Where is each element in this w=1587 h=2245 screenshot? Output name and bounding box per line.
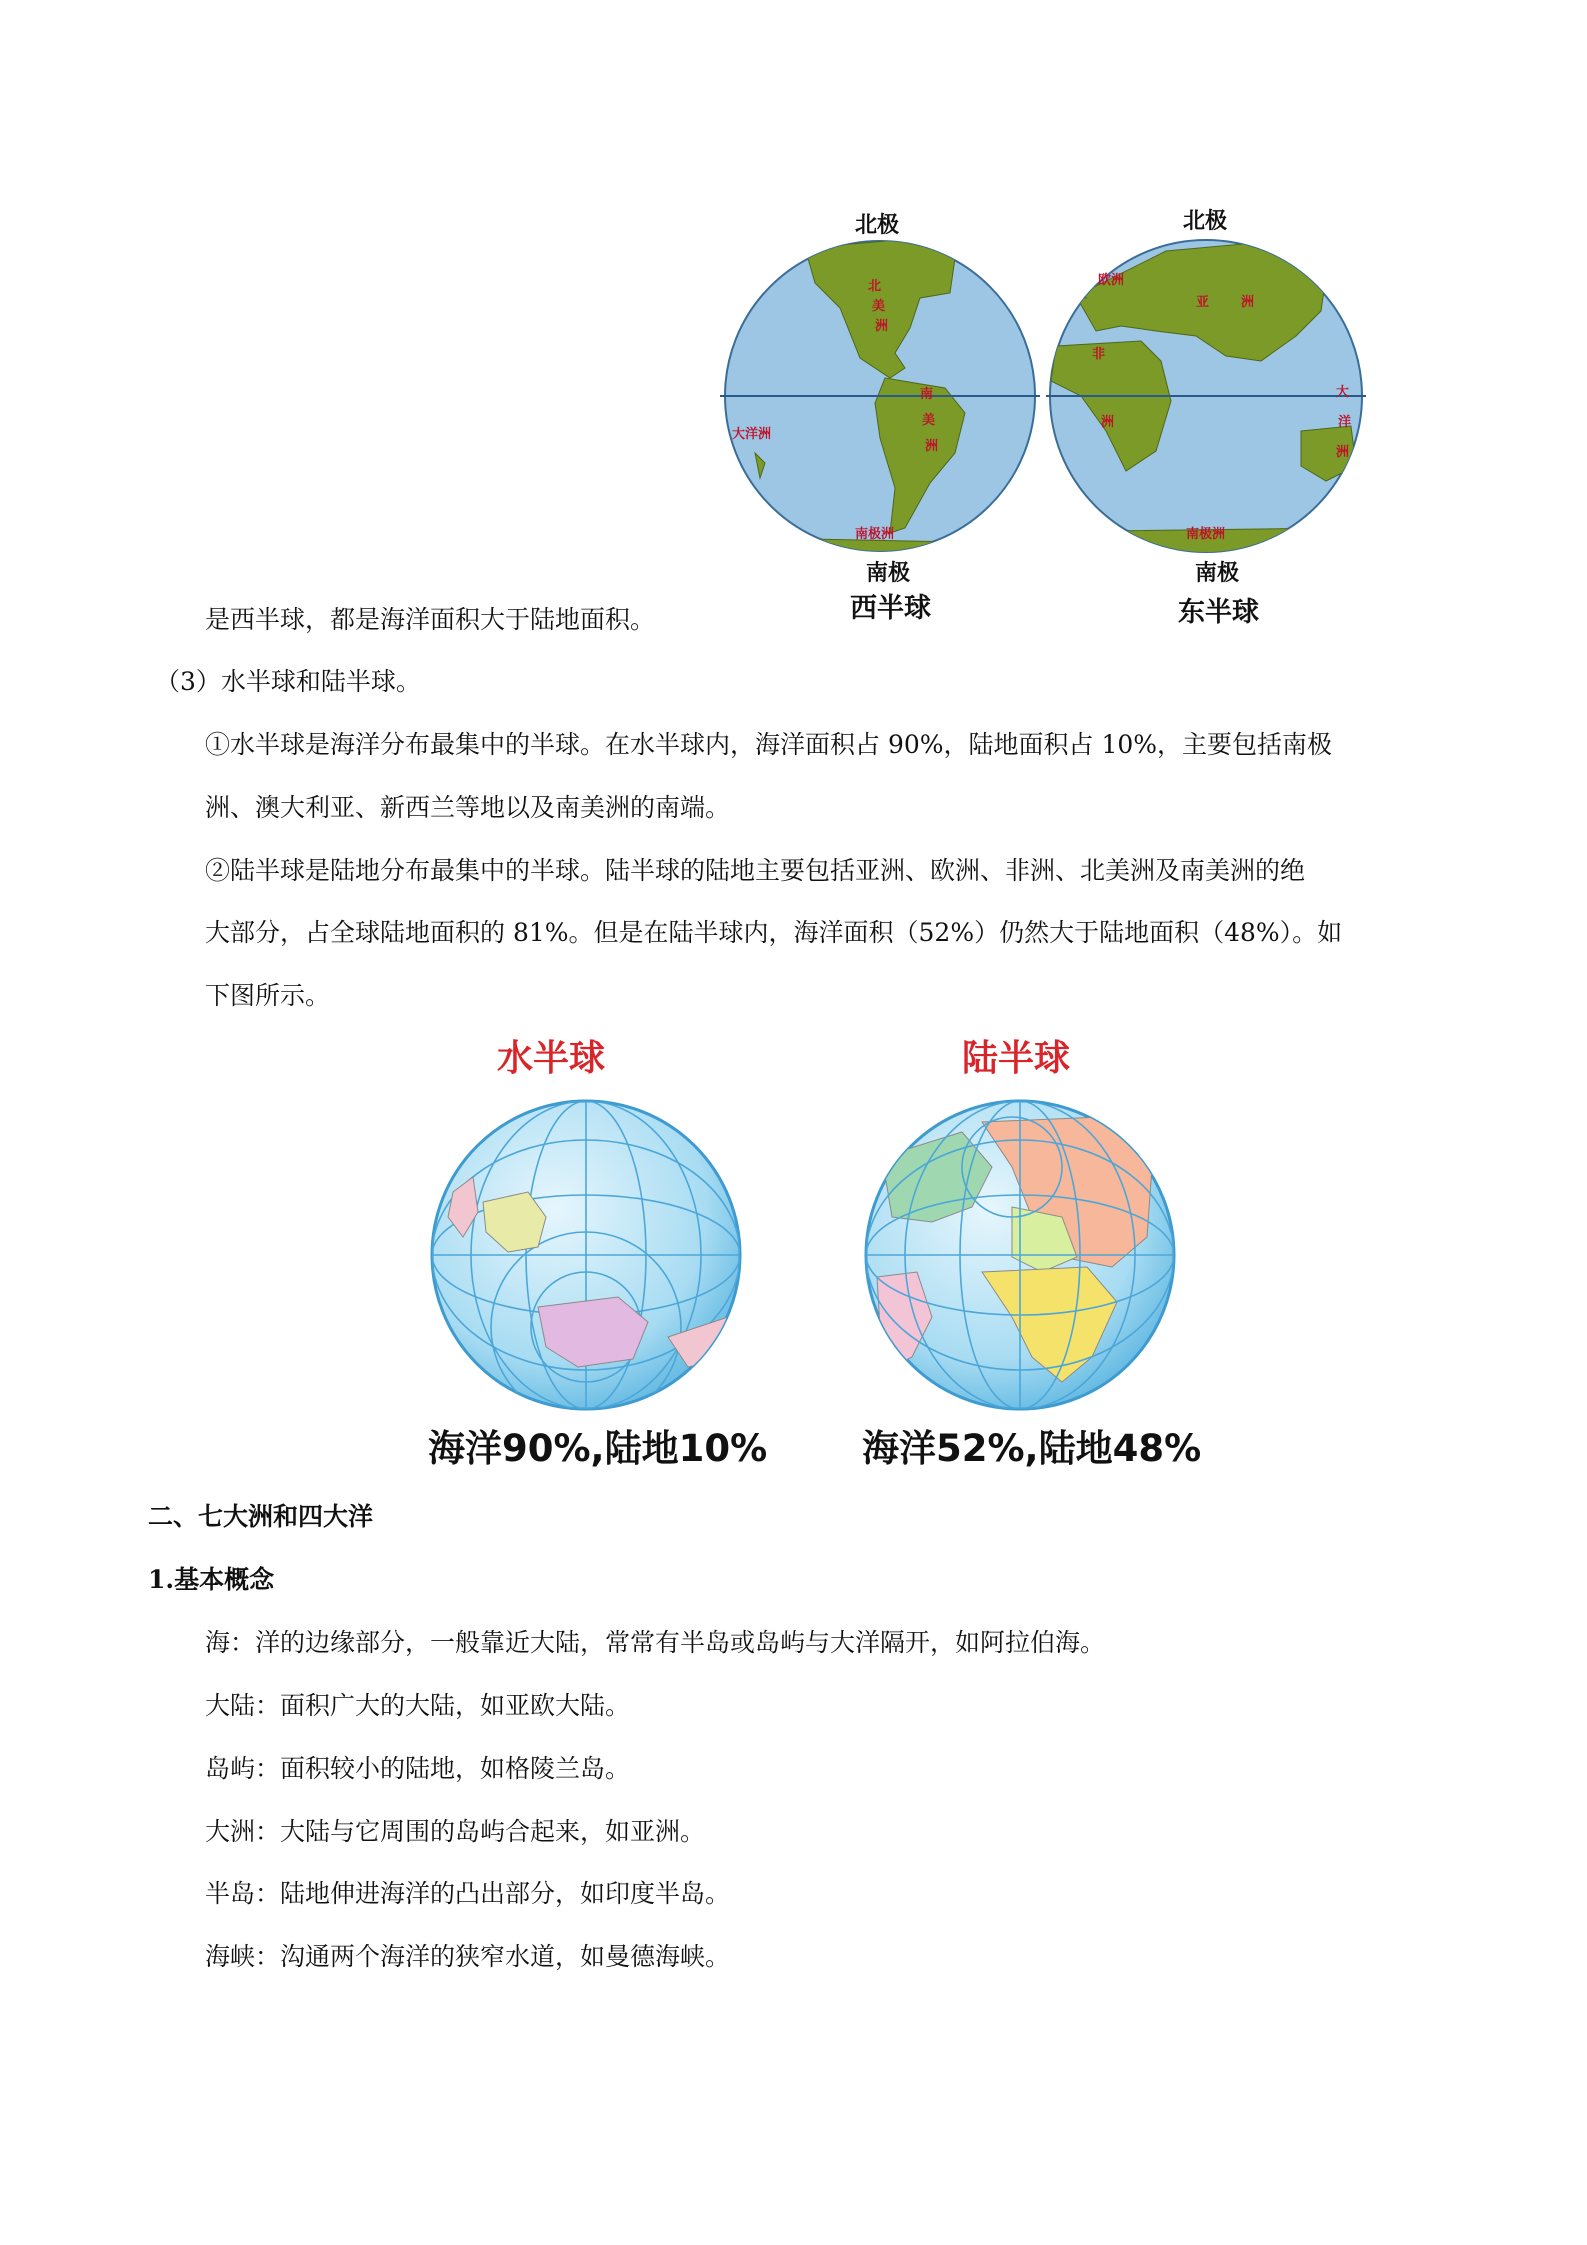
section-heading-continents-oceans: 二、七大洲和四大洋: [148, 1502, 374, 1531]
west-map-sa-2: 美: [922, 413, 936, 428]
east-hemisphere-caption: 东半球: [1178, 597, 1259, 628]
west-map-sa-1: 南: [920, 387, 934, 402]
west-map-na-3: 洲: [875, 319, 889, 334]
subheading-water-land-hemisphere: （3）水半球和陆半球。: [155, 667, 421, 696]
water-hemisphere-para-line1: ①水半球是海洋分布最集中的半球。在水半球内，海洋面积占 90%，陆地面积占 10%，主要包括南极: [205, 730, 1333, 759]
definition-strait: 海峡：沟通两个海洋的狭窄水道，如曼德海峡。: [205, 1942, 731, 1971]
water-hemisphere-para-line2: 洲、澳大利亚、新西兰等地以及南美洲的南端。: [205, 793, 731, 822]
water-hemisphere-caption: 海洋90%,陆地10%: [428, 1427, 768, 1470]
definition-mainland: 大陆：面积广大的大陆，如亚欧大陆。: [205, 1691, 631, 1720]
west-north-pole-label: 北极: [855, 213, 900, 238]
east-map-antarctica: 南极洲: [1186, 527, 1226, 542]
east-map-oceania-3: 洲: [1336, 445, 1350, 460]
land-hemisphere-globe: [862, 1097, 1178, 1413]
land-hemisphere-caption: 海洋52%,陆地48%: [862, 1427, 1202, 1470]
east-south-pole-label: 南极: [1195, 561, 1240, 586]
definition-sea: 海：洋的边缘部分，一般靠近大陆，常常有半岛或岛屿与大洋隔开，如阿拉伯海。: [205, 1628, 1106, 1657]
east-map-africa-2: 洲: [1101, 415, 1115, 430]
land-hemisphere-title: 陆半球: [962, 1038, 1071, 1079]
east-north-pole-label: 北极: [1183, 209, 1228, 234]
east-map-oceania-2: 洋: [1338, 415, 1352, 430]
definition-continent: 大洲：大陆与它周围的岛屿合起来，如亚洲。: [205, 1817, 706, 1846]
east-map-europe: 欧洲: [1098, 273, 1125, 288]
west-map-antarctica: 南极洲: [855, 527, 895, 542]
west-map-na-2: 美: [872, 299, 886, 314]
land-hemisphere-para-line3: 下图所示。: [205, 981, 331, 1010]
subheading-basic-concepts: 1.基本概念: [148, 1565, 275, 1594]
west-map-na-1: 北: [868, 279, 882, 294]
western-hemisphere-map: [720, 238, 1040, 558]
east-map-oceania-1: 大: [1336, 385, 1350, 400]
east-map-asia-2: 洲: [1241, 295, 1255, 310]
west-south-pole-label: 南极: [866, 561, 911, 586]
water-hemisphere-title: 水半球: [497, 1038, 606, 1079]
west-map-sa-3: 洲: [925, 439, 939, 454]
text-west-hemisphere-line: 是西半球，都是海洋面积大于陆地面积。: [205, 605, 656, 634]
east-map-asia-1: 亚: [1196, 295, 1210, 310]
land-hemisphere-para-line1: ②陆半球是陆地分布最集中的半球。陆半球的陆地主要包括亚洲、欧洲、非洲、北美洲及南美洲的绝: [205, 856, 1306, 885]
east-map-africa-1: 非: [1092, 347, 1106, 362]
water-hemisphere-globe: [428, 1097, 744, 1413]
definition-peninsula: 半岛：陆地伸进海洋的凸出部分，如印度半岛。: [205, 1879, 731, 1908]
west-hemisphere-caption: 西半球: [850, 593, 931, 624]
definition-island: 岛屿：面积较小的陆地，如格陵兰岛。: [205, 1754, 631, 1783]
eastern-hemisphere-map: [1046, 236, 1366, 556]
land-hemisphere-para-line2: 大部分，占全球陆地面积的 81%。但是在陆半球内，海洋面积（52%）仍然大于陆地面积（48%）。如: [205, 918, 1343, 947]
west-map-oceania: 大洋洲: [732, 427, 772, 442]
